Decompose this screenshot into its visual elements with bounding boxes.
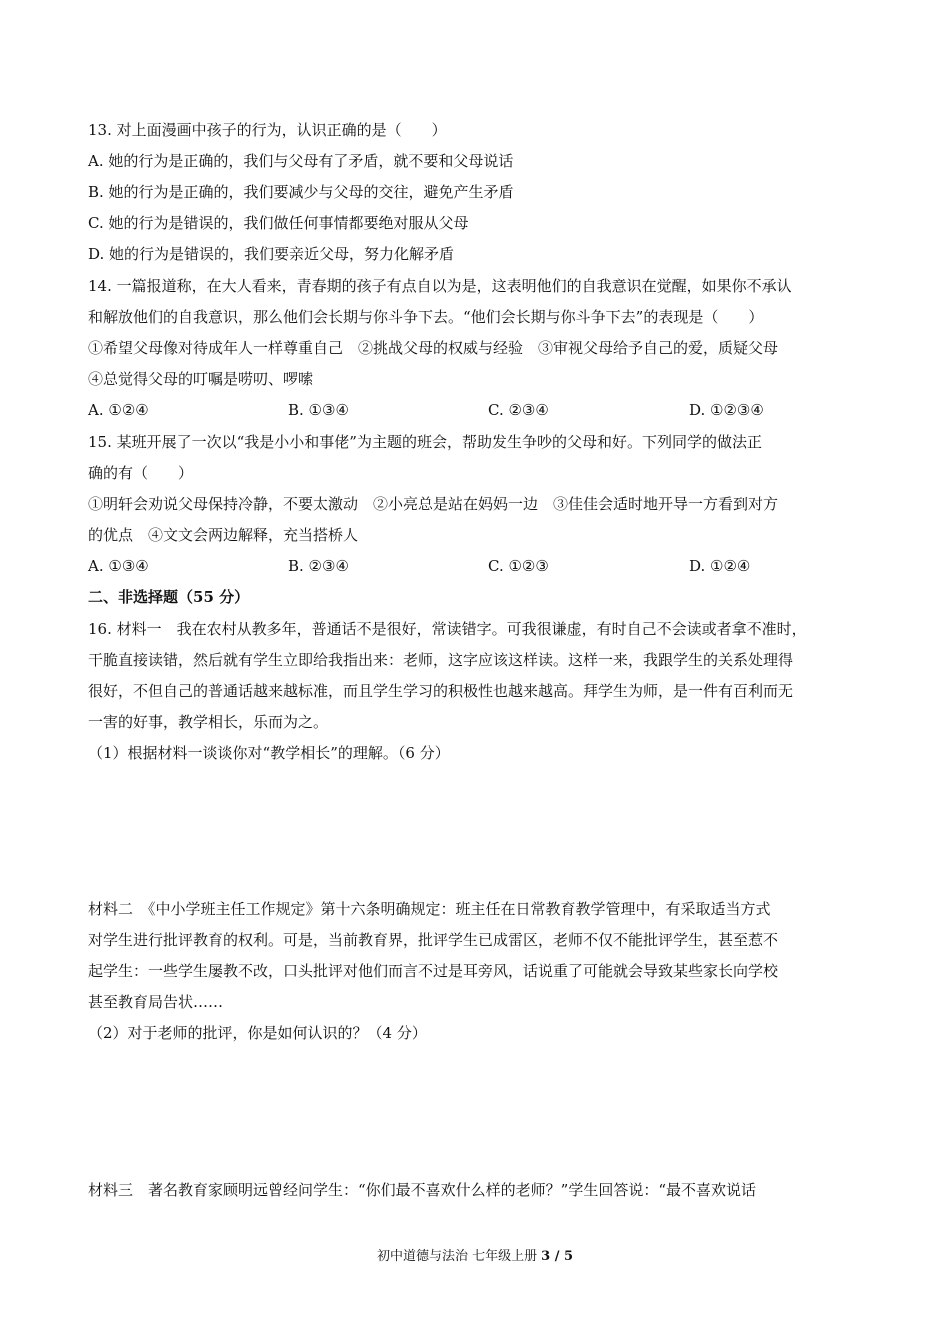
q13-option-d: D. 她的行为是错误的，我们要亲近父母，努力化解矛盾 <box>88 245 455 263</box>
q15-option-c: C. ①②③ <box>488 557 549 575</box>
q16-material2-line-1: 材料二 《中小学班主任工作规定》第十六条明确规定：班主任在日常教育教学管理中，有采取适当方式 <box>88 900 771 918</box>
q15-option-d: D. ①②④ <box>689 557 751 575</box>
q14-option-d: D. ①②③④ <box>689 401 764 419</box>
q15-options <box>88 556 868 576</box>
section-heading: 二、非选择题（55 分） <box>88 588 250 606</box>
q16-material1-line-3: 很好，不但自己的普通话越来越标准，而且学生学习的积极性也越来越高。拜学生为师，是一件有百利而无 <box>88 682 794 700</box>
q15-option-b: B. ②③④ <box>288 557 349 575</box>
q14-items-line-1: ①希望父母像对待成年人一样尊重自己 ②挑战父母的权威与经验 ③审视父母给予自己的爱，质疑父母 <box>88 339 779 357</box>
q14-stem-line-2: 和解放他们的自我意识，那么他们会长期与你斗争下去。“他们会长期与你斗争下去”的表现是（ ） <box>88 308 764 326</box>
q13-option-b: B. 她的行为是正确的，我们要减少与父母的交往，避免产生矛盾 <box>88 183 514 201</box>
q16-material2-line-3: 起学生：一些学生屡教不改，口头批评对他们而言不过是耳旁风，话说重了可能就会导致某些家长向学校 <box>88 962 779 980</box>
footer-title: 初中道德与法治 七年级上册 <box>376 1249 538 1264</box>
q16-material2-line-2: 对学生进行批评教育的权利。可是，当前教育界，批评学生已成雷区，老师不仅不能批评学生，甚至惹不 <box>88 931 779 949</box>
q15-items-line-1: ①明轩会劝说父母保持冷静，不要太激动 ②小亮总是站在妈妈一边 ③佳佳会适时地开导一方看到对方 <box>88 495 779 513</box>
q15-stem-line-1: 15. 某班开展了一次以“我是小小和事佬”为主题的班会，帮助发生争吵的父母和好。下列同学的做法正 <box>88 433 762 451</box>
q14-stem-line-1: 14. 一篇报道称，在大人看来，青春期的孩子有点自以为是，这表明他们的自我意识在觉醒，如果你不承认 <box>88 277 792 295</box>
q14-options <box>88 400 868 420</box>
q14-items-line-2: ④总觉得父母的叮嘱是唠叨、啰嗦 <box>88 370 314 388</box>
q13-option-a: A. 她的行为是正确的，我们与父母有了矛盾，就不要和父母说话 <box>88 152 514 170</box>
q16-material3-line-1: 材料三 著名教育家顾明远曾经问学生：“你们最不喜欢什么样的老师？”学生回答说：“最不喜欢说话 <box>88 1181 757 1199</box>
q14-option-a: A. ①②④ <box>88 401 149 419</box>
q15-stem-line-2: 确的有（ ） <box>88 464 194 482</box>
q15-items-line-2: 的优点 ④文文会两边解释，充当搭桥人 <box>88 526 359 544</box>
q14-option-c: C. ②③④ <box>488 401 549 419</box>
q14-option-b: B. ①③④ <box>288 401 349 419</box>
q16-material1-line-2: 干脆直接读错，然后就有学生立即给我指出来：老师，这字应该这样读。这样一来，我跟学生的关系处理得 <box>88 651 794 669</box>
page-number: 3 / 5 <box>541 1249 574 1264</box>
q16-material1-line-1: 16. 材料一 我在农村从教多年，普通话不是很好，常读错字。可我很谦虚，有时自己不会读或者拿不准时， <box>88 620 807 638</box>
q16-sub-question-2: （2）对于老师的批评，你是如何认识的？（4 分） <box>88 1024 427 1042</box>
q15-option-a: A. ①③④ <box>88 557 149 575</box>
q16-material1-line-4: 一害的好事，教学相长，乐而为之。 <box>88 713 329 731</box>
q16-material2-line-4: 甚至教育局告状…… <box>88 993 224 1011</box>
q16-sub-question-1: （1）根据材料一谈谈你对“教学相长”的理解。（6 分） <box>88 744 450 762</box>
page-footer <box>0 1248 950 1266</box>
q13-stem: 13. 对上面漫画中孩子的行为，认识正确的是（ ） <box>88 121 447 139</box>
q13-option-c: C. 她的行为是错误的，我们做任何事情都要绝对服从父母 <box>88 214 469 232</box>
